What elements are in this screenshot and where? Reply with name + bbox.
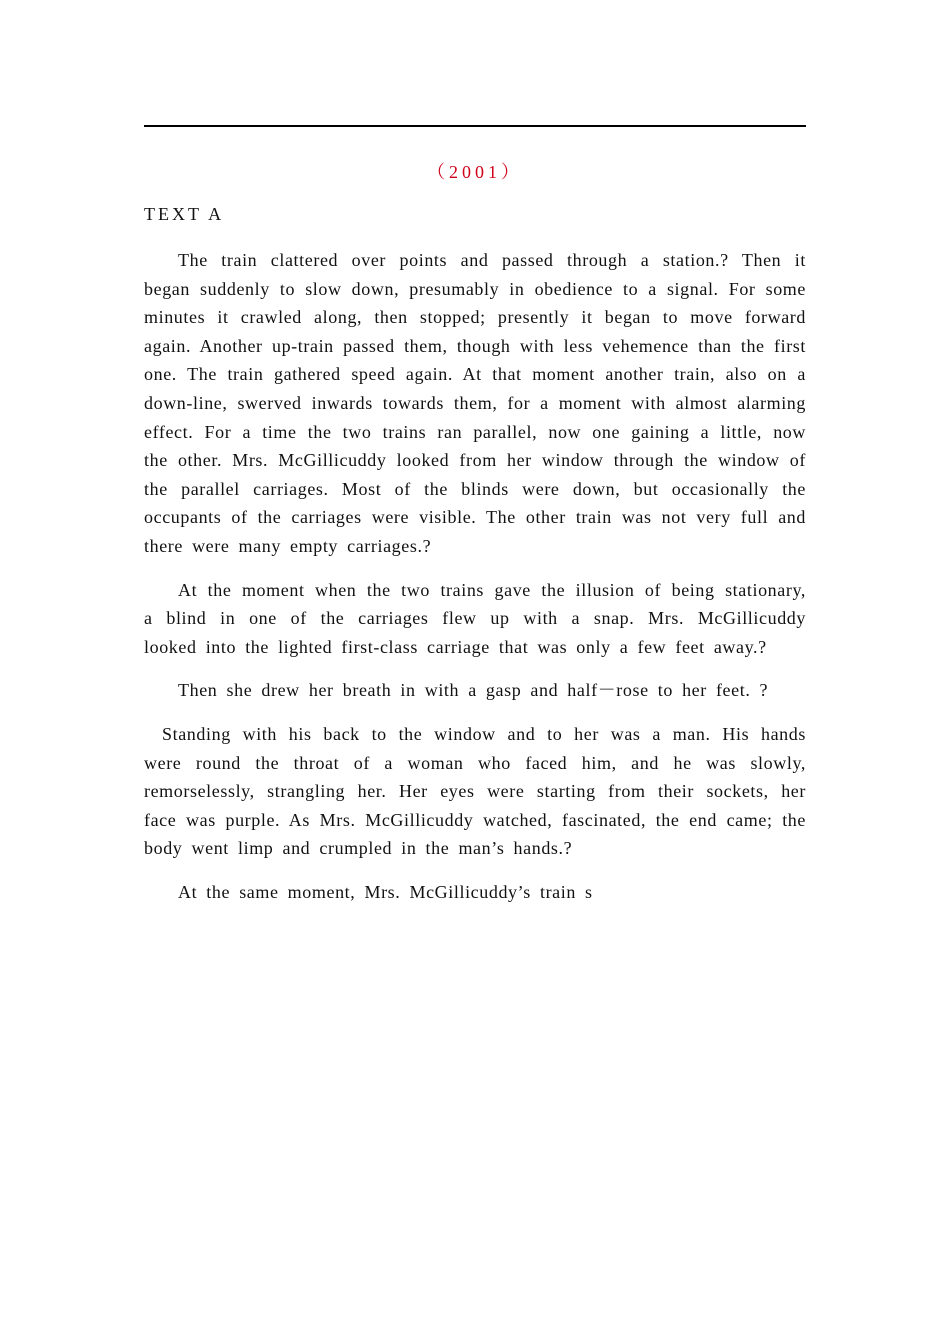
body-text — [144, 246, 806, 921]
text-label: TEXT A — [144, 204, 225, 224]
paragraph-1: The train clattered over points and passed through a station.? Then it began suddenly to slow down, presumably in obedience to a signal. For some minutes it crawled along, then stopped; presently it began to move forward again. Another up-train passed them, though with less vehemence than the first one. The train gathered speed again. At that moment another train, also on a down-line, swerved inwards towards them, for a moment with almost alarming effect. For a time the two trains ran parallel, now one gaining a little, now the other. Mrs. McGillicuddy looked from her window through the window of the parallel carriages. Most of the blinds were down, but occasionally the occupants of the carriages were visible. The other train was not very full and there were many empty carriages.? — [144, 250, 806, 556]
paragraph-4: Standing with his back to the window and to her was a man. His hands were round the throat of a woman who faced him, and he was slowly, remorselessly, strangling her. Her eyes were starting from their sockets, her face was purple. As Mrs. McGillicuddy watched, fascinated, the end came; the body went limp and crumpled in the man’s hands.? — [144, 723, 806, 859]
paragraph-5: At the same moment, Mrs. McGillicuddy’s train s — [178, 881, 593, 902]
paragraph-3: Then she drew her breath in with a gasp and half－rose to her feet. ? — [178, 680, 769, 701]
paragraph-2: At the moment when the two trains gave the illusion of being stationary, a blind in one of the carriages flew up with a snap. Mrs. McGillicuddy looked into the lighted first-class carriage that was only a few feet away.? — [144, 579, 806, 657]
top-rule — [144, 125, 806, 127]
year-heading: （2001） — [427, 162, 523, 182]
